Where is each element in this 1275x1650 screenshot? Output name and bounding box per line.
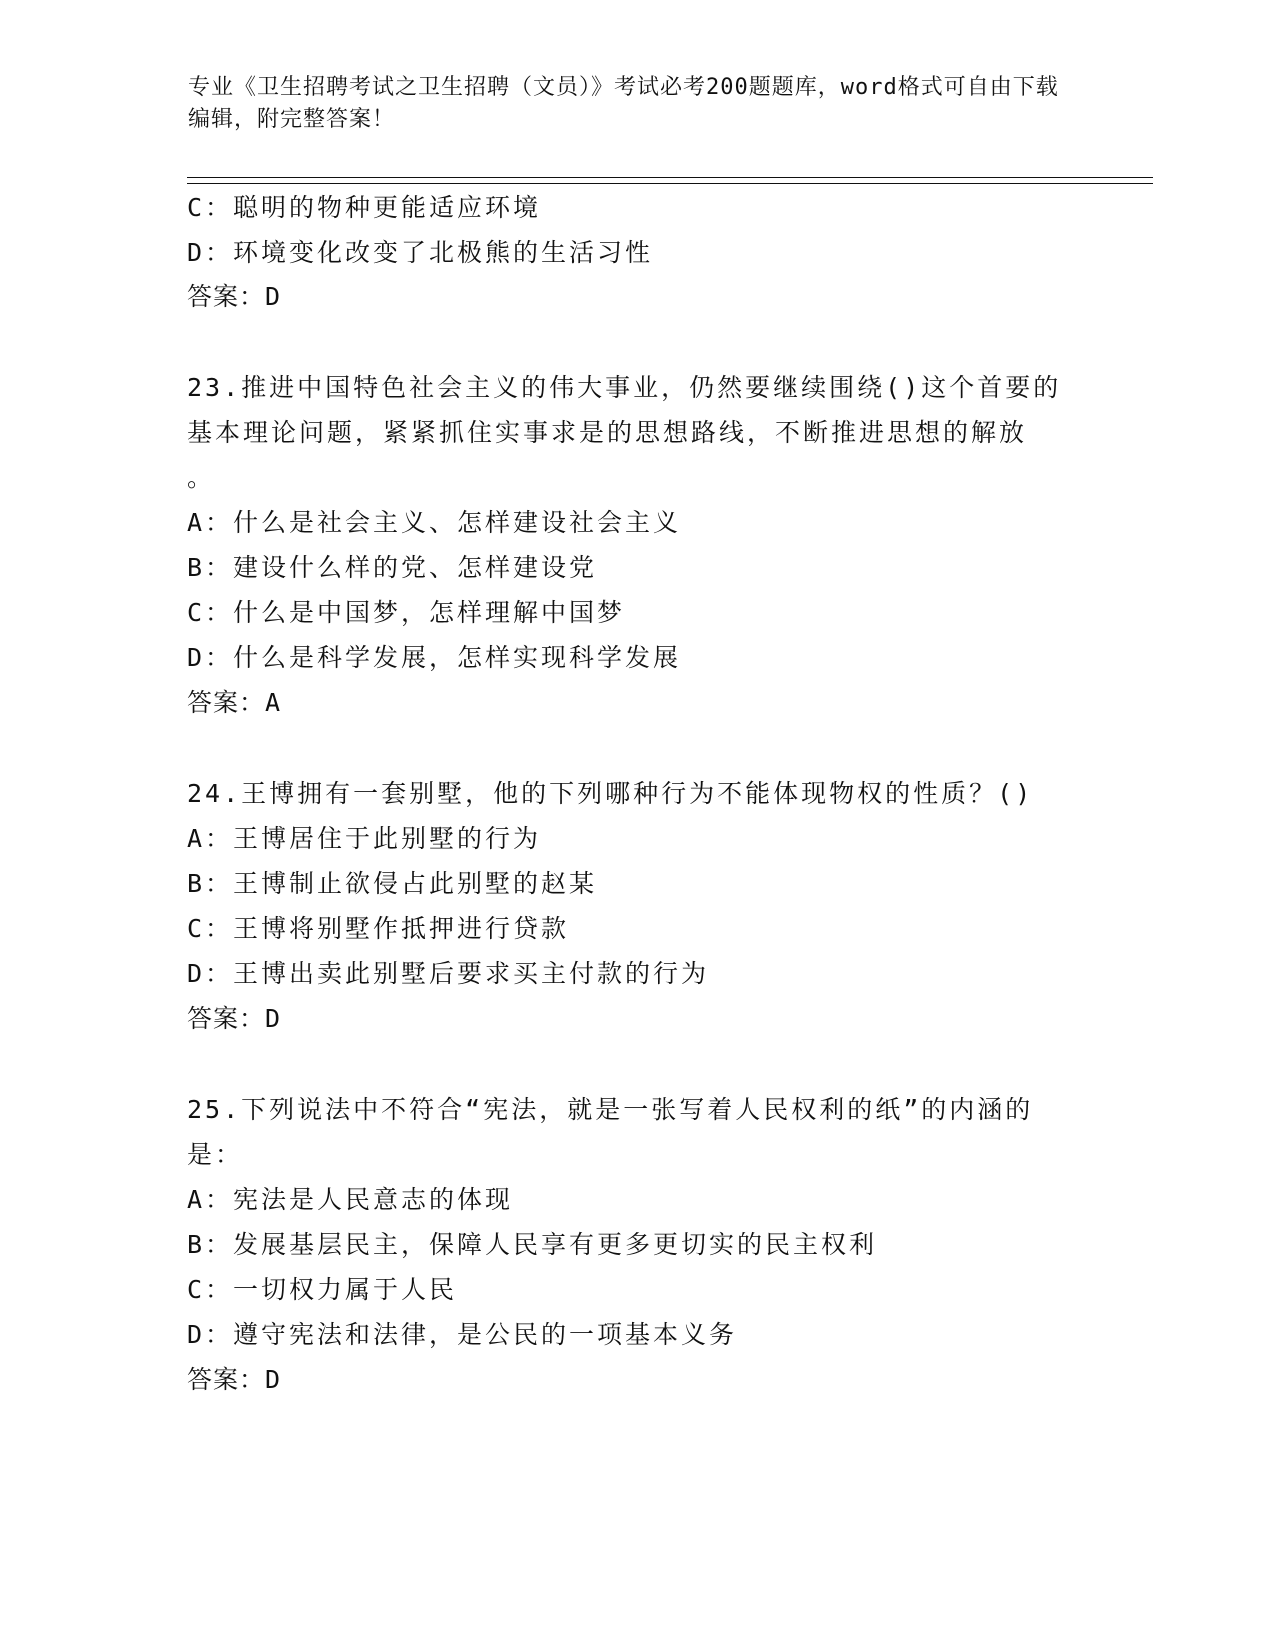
q25-text-line2: 是： bbox=[187, 1140, 244, 1169]
q24-option-a: A：王博居住于此别墅的行为 bbox=[187, 824, 542, 853]
prev-option-c: C：聪明的物种更能适应环境 bbox=[187, 193, 542, 222]
q23-option-d: D：什么是科学发展，怎样实现科学发展 bbox=[187, 643, 682, 672]
q23-option-a: A：什么是社会主义、怎样建设社会主义 bbox=[187, 508, 682, 537]
prev-answer: 答案：D bbox=[187, 282, 282, 311]
q23-option-c: C：什么是中国梦，怎样理解中国梦 bbox=[187, 598, 626, 627]
q24-text-line1: 24.王博拥有一套别墅，他的下列哪种行为不能体现物权的性质？() bbox=[187, 779, 1034, 808]
q24-option-d: D：王博出卖此别墅后要求买主付款的行为 bbox=[187, 959, 710, 988]
q23-answer: 答案：A bbox=[187, 688, 282, 717]
header-rule-top bbox=[187, 177, 1153, 178]
q23-option-b: B：建设什么样的党、怎样建设党 bbox=[187, 553, 598, 582]
q25-option-b: B：发展基层民主，保障人民享有更多更切实的民主权利 bbox=[187, 1230, 878, 1259]
q25-option-d: D：遵守宪法和法律，是公民的一项基本义务 bbox=[187, 1320, 738, 1349]
q25-text-line1: 25.下列说法中不符合“宪法，就是一张写着人民权利的纸”的内涵的 bbox=[187, 1095, 1034, 1124]
q25-option-a: A：宪法是人民意志的体现 bbox=[187, 1185, 514, 1214]
q24-option-b: B：王博制止欲侵占此别墅的赵某 bbox=[187, 869, 598, 898]
prev-option-d: D：环境变化改变了北极熊的生活习性 bbox=[187, 238, 654, 267]
q25-answer: 答案：D bbox=[187, 1365, 282, 1394]
q25-option-c: C：一切权力属于人民 bbox=[187, 1275, 458, 1304]
q23-text-line3: 。 bbox=[187, 463, 216, 492]
document-header: 专业《卫生招聘考试之卫生招聘（文员）》考试必考200题题库，word格式可自由下载编辑，附完整答案！ bbox=[188, 75, 1059, 132]
q24-option-c: C：王博将别墅作抵押进行贷款 bbox=[187, 914, 570, 943]
header-rule-bottom bbox=[187, 183, 1153, 184]
q23-text-line1: 23.推进中国特色社会主义的伟大事业，仍然要继续围绕()这个首要的 bbox=[187, 373, 1062, 402]
q23-text-line2: 基本理论问题，紧紧抓住实事求是的思想路线，不断推进思想的解放 bbox=[187, 418, 1028, 447]
q24-answer: 答案：D bbox=[187, 1004, 282, 1033]
